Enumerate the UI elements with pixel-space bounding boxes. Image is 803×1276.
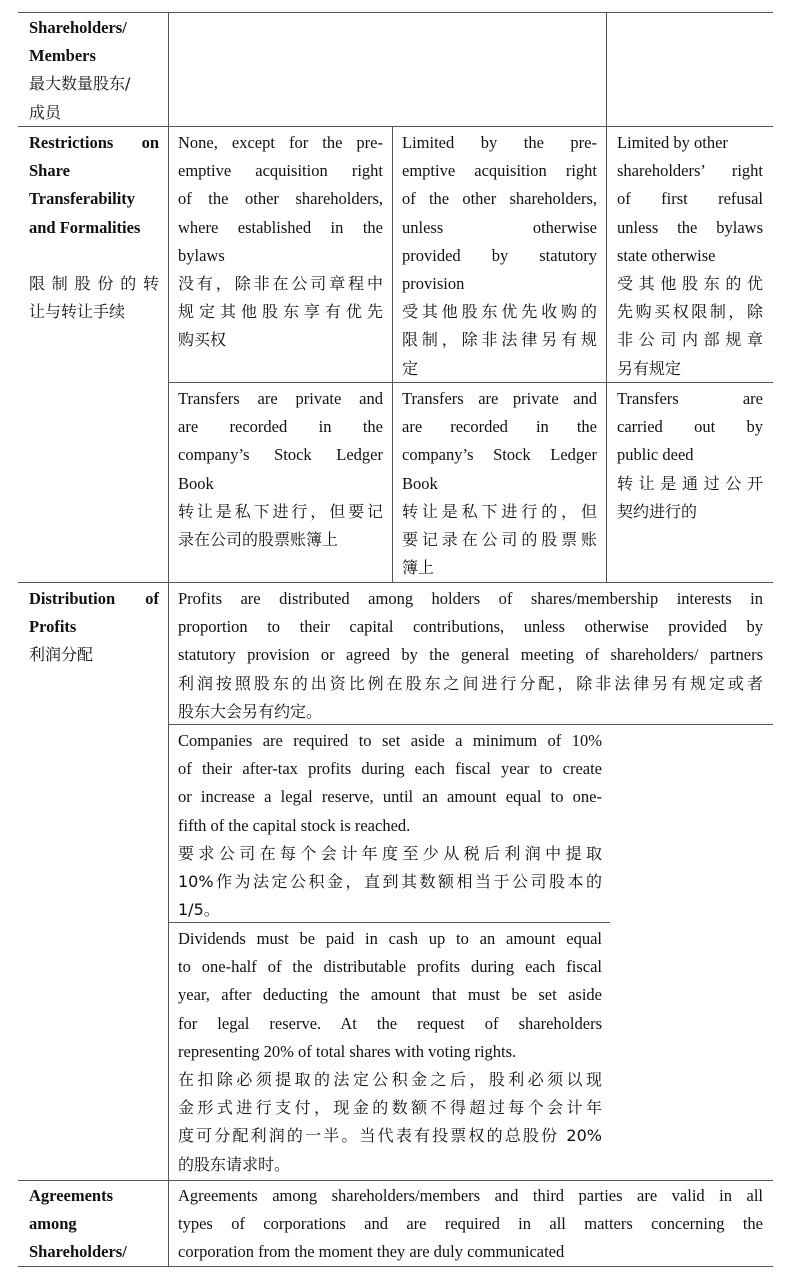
label-zh-line: 利润分配 xyxy=(29,645,94,665)
table-rule xyxy=(18,582,773,583)
text-line: fifth of the capital stock is reached. xyxy=(178,815,411,835)
distribution-paragraph-3 xyxy=(178,925,602,1179)
text-line-zh: 转让是通过公开 xyxy=(617,473,763,493)
text-line: Book xyxy=(402,473,438,493)
label-en-line: and Formalities xyxy=(29,217,141,237)
text-line: Agreements among shareholders/members and third parties are valid in all xyxy=(178,1186,763,1205)
label-en-line: Profits xyxy=(29,617,77,637)
label-en-line: Restrictions on xyxy=(29,133,159,152)
row-label-members xyxy=(29,14,159,127)
restrictions-col2-bottom xyxy=(402,385,597,582)
text-line: shareholders’ right xyxy=(617,161,763,181)
text-line-zh: 受其他股东优先收购的 xyxy=(402,302,597,322)
text-line: are recorded in the xyxy=(178,417,383,437)
restrictions-col1-top xyxy=(178,129,383,355)
text-line-zh: 录在公司的股票账簿上 xyxy=(178,530,339,550)
text-line: emptive acquisition right xyxy=(402,161,597,181)
text-line-zh: 簿上 xyxy=(402,558,435,578)
agreements-paragraph xyxy=(178,1182,763,1267)
label-zh-line: 成员 xyxy=(29,102,62,122)
text-line-zh: 度可分配利润的一半。当代表有投票权的总股份 20% xyxy=(178,1126,602,1146)
table-rule xyxy=(168,12,169,1266)
restrictions-col2-top xyxy=(402,129,597,383)
label-zh-line: 让与转让手续 xyxy=(29,302,126,322)
table-rule xyxy=(18,12,773,13)
text-line: carried out by xyxy=(617,417,763,437)
text-line-zh: 规定其他股东享有优先 xyxy=(178,302,383,322)
text-line-zh: 股东大会另有约定。 xyxy=(178,701,323,721)
text-line-zh: 限制，除非法律另有规 xyxy=(402,330,597,350)
text-line-zh: 购买权 xyxy=(178,330,227,350)
text-line: unless otherwise xyxy=(402,217,597,237)
distribution-paragraph-2 xyxy=(178,727,602,924)
table-rule xyxy=(392,126,393,582)
row-label-agreements xyxy=(29,1182,159,1267)
text-line-zh: 10%作为法定公积金，直到其数额相当于公司股本的 xyxy=(178,872,602,892)
text-line-zh: 受其他股东的优 xyxy=(617,274,763,294)
label-en-line: Transferability xyxy=(29,189,136,209)
text-line: year, after deducting the amount that must be set aside xyxy=(178,985,602,1005)
text-line: state otherwise xyxy=(617,245,716,265)
text-line: for legal reserve. At the request of shareholders xyxy=(178,1013,602,1033)
text-line: corporation from the moment they are duly communicated xyxy=(178,1242,565,1262)
text-line-zh: 1/5。 xyxy=(178,900,220,920)
text-line-zh: 先购买权限制，除 xyxy=(617,302,763,322)
row-label-restrictions xyxy=(29,129,159,326)
label-en-line: Shareholders/ xyxy=(29,18,127,37)
restrictions-col3-bottom xyxy=(617,385,763,526)
text-line-zh: 非公司内部规章 xyxy=(617,330,763,350)
label-en-line: Distribution of xyxy=(29,589,159,608)
text-line-zh: 另有规定 xyxy=(617,358,682,378)
text-line: emptive acquisition right xyxy=(178,161,383,181)
row-label-distribution xyxy=(29,585,159,670)
text-line-zh: 没有，除非在公司章程中 xyxy=(178,274,383,294)
restrictions-col3-top xyxy=(617,129,763,383)
text-line: provision xyxy=(402,274,465,294)
text-line: proportion to their capital contributions, unless otherwise provided by xyxy=(178,617,763,637)
text-line: of their after-tax profits during each fiscal year to create xyxy=(178,759,602,779)
text-line: are recorded in the xyxy=(402,417,597,437)
text-line-zh: 金形式进行支付，现金的数额不得超过每个会计年 xyxy=(178,1098,602,1118)
text-line: Profits are distributed among holders of shares/membership interests in xyxy=(178,589,763,608)
text-line: company’s Stock Ledger xyxy=(178,445,383,465)
text-line: Transfers are private and xyxy=(178,389,383,408)
text-line: Limited by the pre- xyxy=(402,133,597,152)
text-line: statutory provision or agreed by the general meeting of shareholders/ partners xyxy=(178,645,763,665)
text-line-zh: 在扣除必须提取的法定公积金之后，股利必须以现 xyxy=(178,1070,602,1090)
label-en-line: among xyxy=(29,1214,77,1234)
text-line-zh: 利润按照股东的出资比例在股东之间进行分配，除非法律另有规定或者 xyxy=(178,673,763,693)
label-zh-line: 限制股份的转 xyxy=(29,273,159,293)
label-en-line: Agreements xyxy=(29,1186,113,1205)
label-en-line: Members xyxy=(29,46,96,66)
text-line-zh: 契约进行的 xyxy=(617,501,698,521)
text-line: Dividends must be paid in cash up to an amount equal xyxy=(178,929,602,948)
text-line: to one-half of the distributable profits during each fiscal xyxy=(178,957,602,977)
distribution-paragraph-1 xyxy=(178,585,763,726)
text-line-zh: 转让是私下进行的，但 xyxy=(402,501,597,521)
restrictions-col1-bottom xyxy=(178,385,383,554)
table-rule xyxy=(606,12,607,582)
text-line: representing 20% of total shares with voting rights. xyxy=(178,1041,517,1061)
text-line: types of corporations and are required in all matters concerning the xyxy=(178,1214,763,1234)
text-line: Transfers are xyxy=(617,389,763,408)
text-line: Transfers are private and xyxy=(402,389,597,408)
text-line: provided by statutory xyxy=(402,245,597,265)
text-line-zh: 要求公司在每个会计年度至少从税后利润中提取 xyxy=(178,843,602,863)
text-line-zh: 转让是私下进行，但要记 xyxy=(178,501,383,521)
text-line: public deed xyxy=(617,445,694,465)
text-line: or increase a legal reserve, until an amount equal to one- xyxy=(178,787,602,807)
text-line: unless the bylaws xyxy=(617,217,763,237)
text-line: Limited by other xyxy=(617,133,728,152)
text-line: None, except for the pre- xyxy=(178,133,383,152)
label-en-line: Shareholders/ xyxy=(29,1242,127,1262)
text-line: of the other shareholders, xyxy=(178,189,383,209)
text-line: of first refusal xyxy=(617,189,763,209)
text-line: Book xyxy=(178,473,214,493)
text-line: Companies are required to set aside a minimum of 10% xyxy=(178,731,602,750)
label-en-line: Share xyxy=(29,161,70,181)
text-line: where established in the xyxy=(178,217,383,237)
text-line-zh: 要记录在公司的股票账 xyxy=(402,530,597,550)
table-rule xyxy=(18,1180,773,1181)
spacer xyxy=(29,242,159,270)
text-line-zh: 的股东请求时。 xyxy=(178,1154,291,1174)
text-line: company’s Stock Ledger xyxy=(402,445,597,465)
label-zh-line: 最大数量股东/ xyxy=(29,74,131,94)
text-line-zh: 定 xyxy=(402,358,419,378)
text-line: bylaws xyxy=(178,245,225,265)
text-line: of the other shareholders, xyxy=(402,189,597,209)
